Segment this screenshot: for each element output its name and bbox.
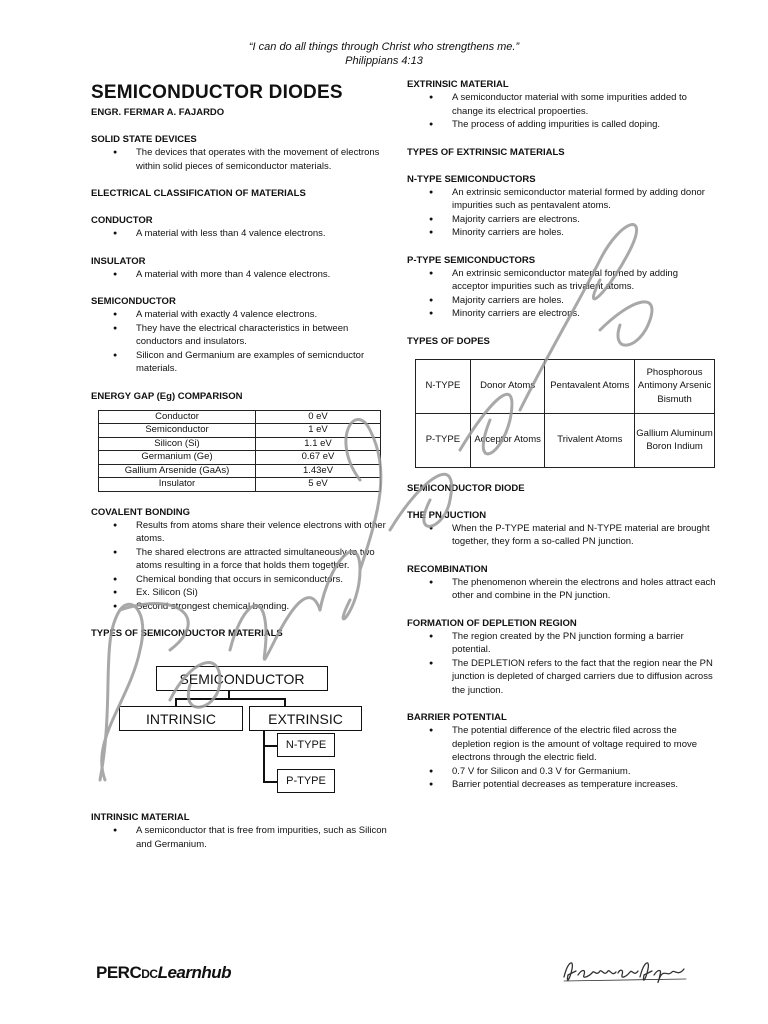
list-semiconductor: [91, 308, 391, 376]
table-cell: Silicon (Si): [99, 437, 256, 451]
heading-conductor: CONDUCTOR: [91, 215, 153, 226]
table-cell: Pentavalent Atoms: [545, 359, 635, 413]
list-item: ● The phenomenon wherein the electrons and holes attract each other and combine in the PN junction.: [407, 576, 717, 603]
table-cell: 1.1 eV: [256, 437, 381, 451]
right-column: [407, 78, 717, 792]
list-item: ● Minority carriers are holes.: [407, 226, 717, 240]
left-column: [91, 78, 391, 851]
heading-covalent-bonding: COVALENT BONDING: [91, 506, 191, 518]
epigraph: [0, 40, 768, 68]
list-depletion-region: [407, 630, 717, 698]
list-item: ● Majority carriers are holes.: [407, 294, 717, 308]
table-cell: 0.67 eV: [256, 451, 381, 465]
heading-insulator: INSULATOR: [91, 255, 146, 267]
table-row: [416, 413, 715, 467]
list-item: ● The DEPLETION refers to the fact that the region near the PN junction is depleted of charged carriers due to diffusion across the junction.: [407, 657, 717, 698]
list-item: ● A material with exactly 4 valence electrons.: [91, 308, 391, 322]
heading-electrical-classification: ELECTRICAL CLASSIFICATION OF MATERIALS: [91, 188, 306, 199]
table-cell: 0 eV: [256, 410, 381, 424]
table-cell: Insulator: [99, 478, 256, 492]
author-signature: [560, 955, 690, 989]
list-item: ● The potential difference of the electric filed across the depletion region is the amount of voltage required to move electrons through the electric field.: [407, 724, 717, 765]
heading-barrier-potential: BARRIER POTENTIAL: [407, 712, 507, 723]
list-item: ● An extrinsic semiconductor material formed by adding acceptor impurities such as trivalent atoms.: [407, 267, 717, 294]
table-cell: 1.43eV: [256, 464, 381, 478]
heading-extrinsic-material: EXTRINSIC MATERIAL: [407, 79, 509, 90]
list-item: ● The shared electrons are attracted simultaneously to two atoms resulting in a force that holds them together.: [91, 546, 391, 573]
table-row: [99, 464, 381, 478]
list-conductor: [91, 227, 391, 241]
p-type-box: P-TYPE: [277, 769, 335, 793]
list-item: ● Majority carriers are electrons.: [407, 213, 717, 227]
table-row: [99, 451, 381, 465]
list-item: ● 0.7 V for Silicon and 0.3 V for Germanium.: [407, 765, 717, 779]
list-item: ● Ex. Silicon (Si): [91, 586, 391, 600]
table-cell: Gallium Aluminum Boron Indium: [635, 413, 715, 467]
list-item: ● Silicon and Germanium are examples of semicnductor materials.: [91, 349, 391, 376]
table-row: [99, 437, 381, 451]
table-cell: Semiconductor: [99, 424, 256, 438]
semiconductor-types-diagram: [91, 650, 391, 800]
table-cell: Conductor: [99, 410, 256, 424]
heading-types-of-extrinsic: TYPES OF EXTRINSIC MATERIALS: [407, 146, 565, 158]
author-name: ENGR. FERMAR A. FAJARDO: [91, 107, 225, 118]
logo-perc: PERC: [96, 963, 142, 982]
semiconductor-box: SEMICONDUCTOR: [156, 666, 328, 691]
heading-depletion-region: FORMATION OF DEPLETION REGION: [407, 617, 577, 629]
list-insulator: [91, 268, 391, 282]
list-item: ● A semiconductor that is free from impurities, such as Silicon and Germanium.: [91, 824, 391, 851]
table-row: [99, 410, 381, 424]
heading-n-type: N-TYPE SEMICONDUCTORS: [407, 173, 536, 185]
table-cell: P-TYPE: [416, 413, 471, 467]
logo-learnhub: Learnhub: [157, 963, 232, 982]
table-cell: Gallium Arsenide (GaAs): [99, 464, 256, 478]
heading-recombination: RECOMBINATION: [407, 563, 488, 575]
heading-semiconductor-diode: SEMICONDUCTOR DIODE: [407, 482, 525, 494]
heading-p-type: P-TYPE SEMICONDUCTORS: [407, 254, 536, 266]
table-row: [99, 478, 381, 492]
list-item: ● A semiconductor material with some impurities added to change its electrical propoerties.: [407, 91, 717, 118]
list-item: ● They have the electrical characteristics in between conductors and insulators.: [91, 322, 391, 349]
heading-types-of-semiconductor-materials: TYPES OF SEMICONDUCTOR MATERIALS: [91, 628, 283, 639]
heading-types-of-dopes: TYPES OF DOPES: [407, 335, 490, 347]
list-item: ● Second strongest chemical bonding.: [91, 600, 391, 614]
heading-solid-state: SOLID STATE DEVICES: [91, 134, 197, 145]
connector-line: [175, 698, 285, 700]
list-barrier-potential: [407, 724, 717, 792]
connector-line: [263, 722, 265, 782]
list-item: ● The process of adding impurities is called doping.: [407, 118, 717, 132]
connector-line: [263, 745, 277, 747]
n-type-box: N-TYPE: [277, 733, 335, 757]
heading-energy-gap: ENERGY GAP (Eg) COMPARISON: [91, 390, 243, 402]
table-cell: 1 eV: [256, 424, 381, 438]
table-cell: Donor Atoms: [470, 359, 545, 413]
intrinsic-box: INTRINSIC: [119, 706, 243, 731]
list-recombination: [407, 576, 717, 603]
table-cell: N-TYPE: [416, 359, 471, 413]
list-item: ● Barrier potential decreases as temperature increases.: [407, 778, 717, 792]
table-row: [416, 359, 715, 413]
table-cell: Acceptor Atoms: [470, 413, 545, 467]
list-pn-junction: [407, 522, 717, 549]
document-title: SEMICONDUCTOR DIODES: [91, 82, 343, 103]
connector-line: [263, 781, 277, 783]
list-item: ● Results from atoms share their velence electrons with other atoms.: [91, 519, 391, 546]
list-item: ● When the P-TYPE material and N-TYPE material are brought together, they form a so-called PN junction.: [407, 522, 717, 549]
list-item: ● Chemical bonding that occurs in semiconductors.: [91, 573, 391, 587]
list-item: ● A material with less than 4 valence electrons.: [91, 227, 391, 241]
dopes-table: [415, 359, 715, 468]
energy-gap-table: [98, 410, 381, 492]
table-cell: Germanium (Ge): [99, 451, 256, 465]
list-item: ● An extrinsic semiconductor material formed by adding donor impurities such as pentavalent atoms.: [407, 186, 717, 213]
list-item: ● Minority carriers are electrons.: [407, 307, 717, 321]
table-cell: Phosphorous Antimony Arsenic Bismuth: [635, 359, 715, 413]
list-covalent-bonding: [91, 519, 391, 614]
heading-semiconductor: SEMICONDUCTOR: [91, 296, 176, 307]
table-cell: 5 eV: [256, 478, 381, 492]
quote-text: “I can do all things through Christ who strengthens me.”: [248, 41, 520, 53]
list-item: ● The region created by the PN junction forming a barrier potential.: [407, 630, 717, 657]
list-p-type: [407, 267, 717, 321]
heading-pn-junction: THE PN JUCTION: [407, 509, 487, 521]
heading-intrinsic-material: INTRINSIC MATERIAL: [91, 812, 190, 823]
list-n-type: [407, 186, 717, 240]
logo-dc: DC: [141, 967, 158, 981]
table-row: [99, 424, 381, 438]
list-intrinsic-material: [91, 824, 391, 851]
list-solid-state: [91, 146, 391, 173]
quote-reference: Philippians 4:13: [345, 55, 423, 67]
table-cell: Trivalent Atoms: [545, 413, 635, 467]
percdc-learnhub-logo: [96, 963, 231, 983]
list-item: ● A material with more than 4 valence electrons.: [91, 268, 391, 282]
list-extrinsic-material: [407, 91, 717, 132]
extrinsic-box: EXTRINSIC: [249, 706, 362, 731]
list-item: ● The devices that operates with the movement of electrons within solid pieces of semiconductor materials.: [91, 146, 391, 173]
